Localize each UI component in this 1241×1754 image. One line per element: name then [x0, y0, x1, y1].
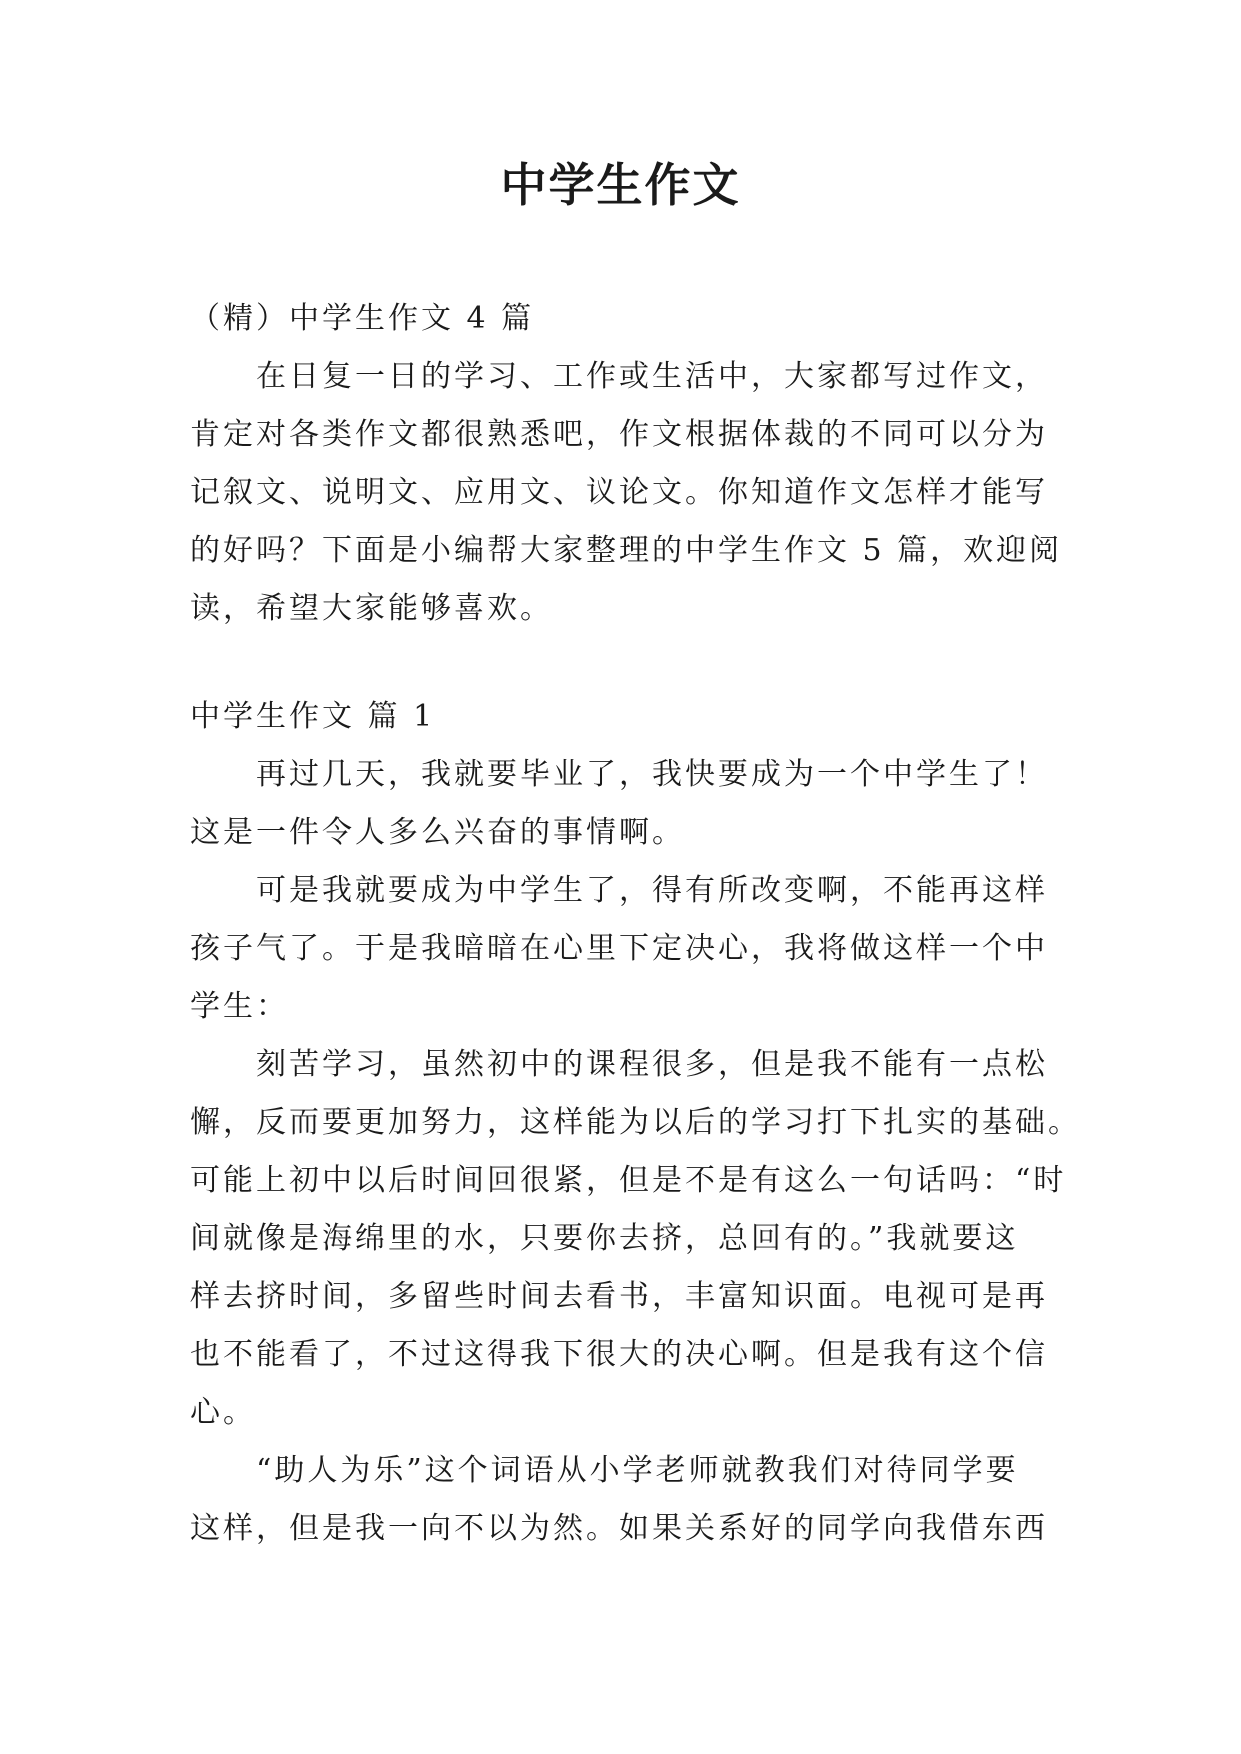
text-line: 孩子气了。于是我暗暗在心里下定决心，我将做这样一个中 — [190, 931, 1048, 966]
text-line: 在日复一日的学习、工作或生活中，大家都写过作文， — [256, 359, 1048, 394]
paragraph — [190, 746, 1050, 862]
paragraph — [190, 862, 1050, 1036]
text-line: 肯定对各类作文都很熟悉吧，作文根据体裁的不同可以分为 — [190, 417, 1048, 452]
text-line: “助人为乐”这个词语从小学老师就教我们对待同学要 — [256, 1453, 1019, 1488]
document-body — [190, 290, 1081, 1558]
text-line: 记叙文、说明文、应用文、议论文。你知道作文怎样才能写 — [190, 475, 1048, 510]
document-title: 中学生作文 — [500, 158, 741, 212]
text-line: 样去挤时间，多留些时间去看书，丰富知识面。电视可是再 — [190, 1279, 1048, 1314]
text-line: 间就像是海绵里的水，只要你去挤，总回有的。”我就要这 — [190, 1221, 1019, 1256]
paragraph — [190, 1442, 1050, 1558]
text-line: 学生： — [190, 989, 289, 1024]
text-line: 可能上初中以后时间回很紧，但是不是有这么一句话吗：“时 — [190, 1163, 1067, 1198]
text-line: 再过几天，我就要毕业了，我快要成为一个中学生了！ — [256, 757, 1048, 792]
text-line: 刻苦学习，虽然初中的课程很多，但是我不能有一点松 — [256, 1047, 1048, 1082]
paragraph — [190, 1036, 1081, 1442]
text-line: 这样，但是我一向不以为然。如果关系好的同学向我借东西 — [190, 1511, 1048, 1546]
intro-paragraph — [190, 348, 1063, 638]
text-line: 这是一件令人多么兴奋的事情啊。 — [190, 815, 685, 850]
section-heading: 中学生作文 篇 1 — [190, 699, 436, 734]
text-line: 读，希望大家能够喜欢。 — [190, 591, 553, 626]
text-line: 心。 — [190, 1395, 256, 1430]
text-line: 可是我就要成为中学生了，得有所改变啊，不能再这样 — [256, 873, 1048, 908]
text-line: 也不能看了，不过这得我下很大的决心啊。但是我有这个信 — [190, 1337, 1048, 1372]
spacer — [190, 638, 1050, 688]
text-line: 的好吗？下面是小编帮大家整理的中学生作文 5 篇，欢迎阅 — [190, 533, 1063, 568]
text-line: 懈，反而要更加努力，这样能为以后的学习打下扎实的基础。 — [190, 1105, 1081, 1140]
article-subtitle: （精）中学生作文 4 篇 — [190, 301, 535, 336]
